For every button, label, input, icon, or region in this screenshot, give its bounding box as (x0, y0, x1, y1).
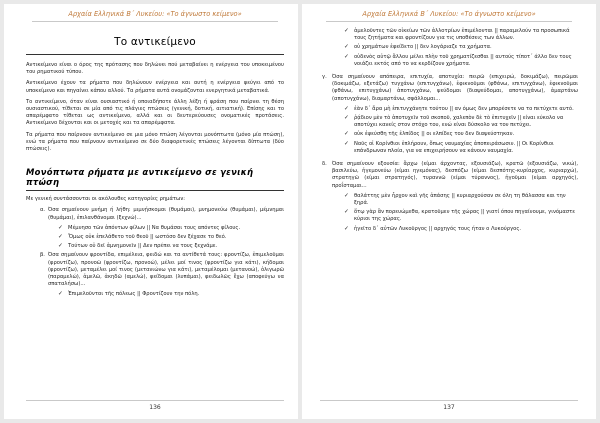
item-number: γ. (322, 74, 327, 81)
item-number: α. (40, 207, 46, 214)
checkmark-icon: ✓ (344, 115, 349, 122)
item-number: β. (40, 252, 45, 259)
page-title: Το αντικείμενο (114, 36, 196, 48)
paragraph: Αντικείμενο έχουν τα ρήματα που δηλώνουν ενέργεια και αυτή η ενέργεια φεύγει από το υποκείμενο και πηγαίνει κάπου αλλού. Τα ρήματα αυτά ονομάζονται ενεργητικά μεταβατικά. (26, 80, 284, 94)
example-item (320, 209, 578, 223)
example-text: Τούτων οὐ δεῖ ἀμνημονεῖν || Δεν πρέπει να τους ξεχνάμε. (68, 243, 218, 250)
book-spread (4, 4, 596, 419)
example-text: ἡγεῖτο δ΄ αὐτῶν Λυκοῦργος || αρχηγός τους ήταν ο Λυκούργος. (354, 225, 522, 232)
example-item (320, 193, 578, 207)
example-text: οὐκ ἐψεύσθη τῆς ἐλπίδος || οι ελπίδες του δεν διαψεύστηκαν. (354, 131, 515, 138)
example-text: θαλάττης μὲν ἦρχον καὶ γῆς ἀπάσης || κυριαρχούσαν σε όλη τη θάλασσα και την ξηρά. (354, 192, 566, 207)
list-item (320, 161, 578, 190)
checkmark-icon: ✓ (344, 131, 349, 138)
page-number: 136 (26, 400, 284, 411)
list-item (26, 207, 284, 221)
left-page (4, 4, 298, 419)
checkmark-icon: ✓ (344, 192, 349, 199)
checkmark-icon: ✓ (344, 53, 349, 60)
title-rule (26, 54, 284, 55)
checkmark-icon: ✓ (344, 225, 349, 232)
list-item (26, 252, 284, 288)
example-item (320, 106, 578, 113)
example-item (320, 115, 578, 129)
list-item (320, 74, 578, 103)
checkmark-icon: ✓ (344, 28, 349, 34)
section-rule (26, 190, 284, 191)
page-number: 137 (320, 400, 578, 411)
example-text: ἀμελοῦντες τῶν οἰκείων τῶν ἀλλοτρίων ἐπιμέλονται || παραμελούν τα προσωπικά τους ζητήματα και φροντίζουν για τις υποθέσεις των άλλων. (354, 28, 570, 42)
running-head: Αρχαία Ελληνικά Β΄ Λυκείου: «Το άγνωστο κείμενο» (326, 10, 572, 22)
item-number: δ. (322, 161, 327, 168)
example-item (320, 28, 578, 42)
running-head: Αρχαία Ελληνικά Β΄ Λυκείου: «Το άγνωστο κείμενο» (32, 10, 278, 22)
example-item (320, 131, 578, 138)
section-title: Μονόπτωτα ρήματα με αντικείμενο σε γενική πτώση (26, 167, 254, 188)
example-item (320, 226, 578, 233)
checkmark-icon: ✓ (58, 234, 63, 241)
example-item (320, 54, 578, 68)
checkmark-icon: ✓ (344, 140, 349, 147)
example-text: οὐ χρημάτων ἐφείδετο || δεν λογάριαζε τα χρήματα. (354, 44, 492, 51)
item-text: Όσα σημαίνουν εξουσία: ἄρχω (είμαι άρχοντας, εξουσιάζω), κρατῶ (εξουσιάζω, νικώ), βασιλεύω, ἡγεμονεύω (είμαι ηγεμόνας), δεσπόζω (είμαι δεσπότης-κυρίαρχος, κυριαρχώ), στρατηγῶ (είμαι στρατηγός), τυραννῶ (είμαι τύραννος), ἡγοῦμαι (είμαι αρχηγός), προΐσταμαι... (332, 161, 578, 189)
example-text: οὐδενὸς αὐτῷ ἄλλου μέλει πλὴν τοῦ χρηματίζεσθαι || αυτούς τίποτ΄ άλλο δεν τους νοιάζει εκτός από το να κερδίζουν χρήματα. (354, 53, 572, 67)
example-item (320, 44, 578, 51)
paragraph: Το αντικείμενο, όταν είναι ουσιαστικό ή οποιαδήποτε άλλη λέξη ή φράση που παίρνει τη θέση ουσιαστικού, τίθεται σε μία από τις πλάγιες πτώσεις (γενική, δοτική, αιτιατική). Επίσης και το απαρέμφατο τίθεται ως αντικείμενο, αλλά και οι δευτερεύουσες ονοματικές προτάσεις. Αντικείμενο δέχονται και οι μετοχές και τα απαρέμφατα. (26, 98, 284, 127)
paragraph: Αντικείμενο είναι ο όρος της πρότασης που δηλώνει πού μεταβαίνει η ενέργεια του υποκειμένου του ρηματικού τύπου. (26, 62, 284, 76)
example-item (320, 141, 578, 155)
example-text: Ὅμως οὐκ ἐπελάθετο τοῦ θεοῦ || ωστόσο δεν ξέχασε το θεό. (68, 234, 227, 241)
checkmark-icon: ✓ (58, 291, 63, 298)
example-text: ὅτῳ γὰρ ἂν πορευώμεθα, κρατοῦμεν τῆς χώρας || γιατί όπου πηγαίνουμε, γινόμαστε κύριοι της χώρας. (354, 209, 575, 223)
example-item (26, 291, 284, 298)
checkmark-icon: ✓ (58, 224, 63, 231)
paragraph: Τα ρήματα που παίρνουν αντικείμενο σε μια μόνο πτώση λέγονται μονόπτωτα (μόνο μία πτώση), ενώ τα ρήματα που παίρνουν αντικείμενο σε δύο διαφορετικές πτώσεις λέγονται δίπτωτα (δύο πτώσεις). (26, 131, 284, 153)
section-intro: Με γενική συντάσσονται οι ακόλουθες κατηγορίες ρημάτων: (26, 196, 186, 203)
example-item (26, 225, 284, 232)
example-item (26, 234, 284, 241)
checkmark-icon: ✓ (344, 44, 349, 51)
example-text: Μέμνησο τῶν ἀπόντων φίλων || Να θυμάσαι τους απόντες φίλους. (68, 224, 241, 231)
checkmark-icon: ✓ (344, 209, 349, 216)
example-text: ἐὰν δ΄ ἄρα μὴ ἐπιτυγχάνητε τούτου || αν όμως δεν μπορέσετε να το πετύχετε αυτό. (354, 105, 574, 112)
item-text: Όσα σημαίνουν μνήμη ή λήθη: μιμνῄσκομαι (θυμάμαι), μνημονεύω (θυμάμαι), μέμνημαι (θυμάμαι), ἐπιλανθάνομαι (ξεχνώ)... (48, 207, 284, 221)
checkmark-icon: ✓ (58, 243, 63, 250)
item-text: Όσα σημαίνουν απόπειρα, επιτυχία, αποτυχία: πειρῶ (επιχειρώ, δοκιμάζω), πειρῶμαι (δοκιμάζω, εξετάζω) τυγχάνω (επιτυγχάνω), ἐφικνοῦμαι (φθάνω, επιτυγχάνω), ἐφικνοῦμαι (φθάνω, επιτυγχάνω) ἀποτυγχάνω, ψεύδομαι (διαψεύδομαι, αποτυγχάνω), ἁμαρτάνω (αποτυγχάνω), διαμαρτάνω, σφάλλομαι... (332, 74, 578, 102)
example-text: ῥᾴδιον μὲν τὸ ἀποτυχεῖν τοῦ σκοποῦ, χαλεπὸν δὲ τὸ ἐπιτυχεῖν || είναι εύκολο να αποτύχει κανείς στον στόχο του, ενώ είναι δύσκολο να τον πετύχει. (354, 115, 564, 129)
example-text: Ἐπιμελοῦνται τῆς πόλεως || Φροντίζουν την πόλη. (68, 291, 200, 298)
item-text: Όσα σημαίνουν φροντίδα, επιμέλεια, φειδώ και τα αντίθετά τους: φροντίζω, ἐπιμελοῦμαι (φροντίζω), προνοῶ (φροντίζω, προνοώ), μέλει μοί τινος (φροντίζω για κάτι), κήδομαι (φροντίζω), μεταμέλει μοί τινος (μετανιώνω για κάτι), μεταμέλομαι (μετανοώ), ὀλιγωρῶ (παραμελώ), ἀμελῶ, ἀκηδῶ (αμελώ), φείδομαι (λυπάμαι), φειδωλῶς ἔχω (αποφεύγω να σπαταλήσω)... (48, 252, 284, 288)
example-text: Ναῦς οἱ Κορίνθιοι ἐπλήρουν, ὅπως ναυμαχίας ἀποπειράσωσιν. || Οι Κορίνθιοι επάνδρωναν πλοία, για να επιχειρήσουν να κάνουν ναυμαχία. (354, 140, 554, 154)
checkmark-icon: ✓ (344, 105, 349, 112)
right-page (302, 4, 596, 419)
example-item (26, 243, 284, 250)
